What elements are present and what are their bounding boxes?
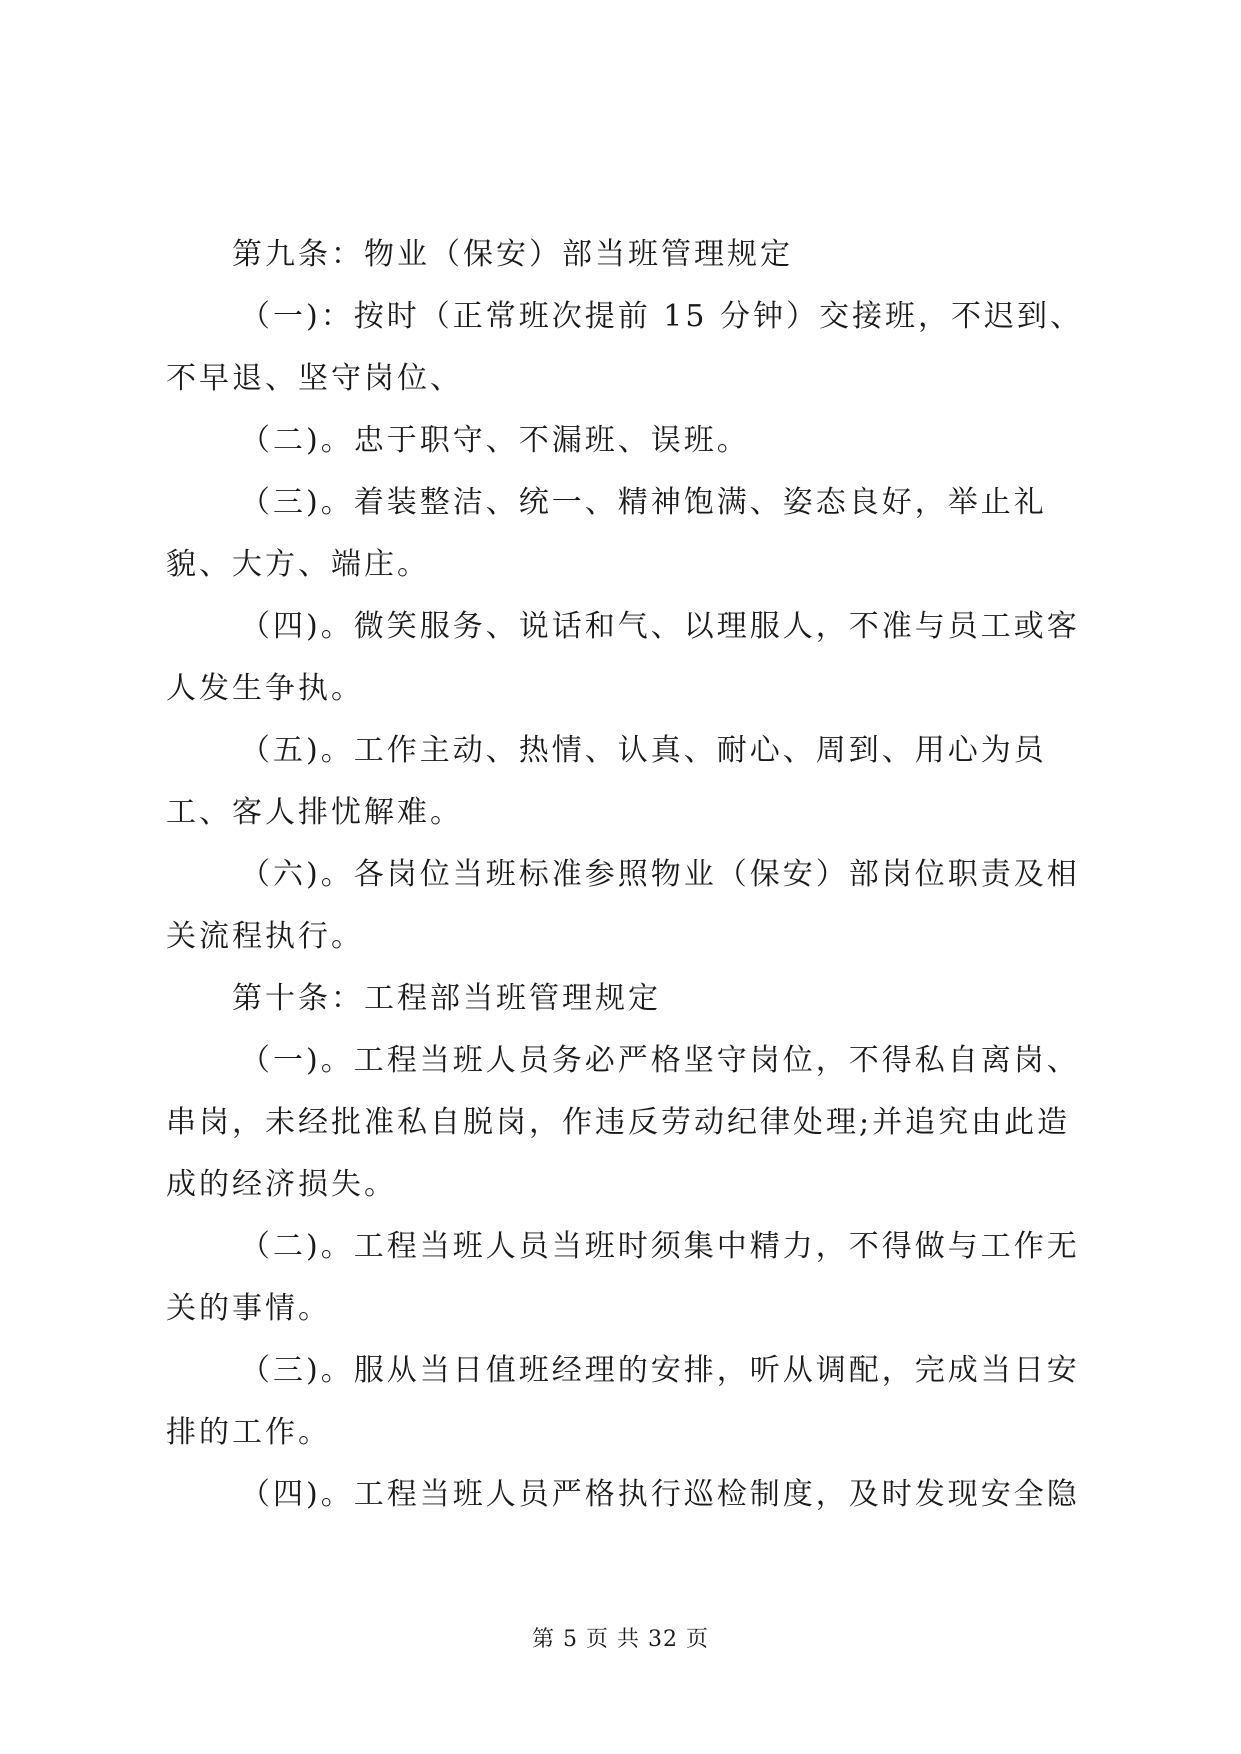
article-10-item-1: （一)。工程当班人员务必严格坚守岗位，不得私自离岗、串岗，未经批准私自脱岗，作违反劳动纪律处理;并追究由此造成的经济损失。 [166, 1043, 1080, 1202]
article-9-item-4: （四)。微笑服务、说话和气、以理服人，不准与员工或客人发生争执。 [166, 609, 1080, 706]
article-10-heading: 第十条：工程部当班管理规定 [232, 981, 661, 1016]
article-10-item-2: （二)。工程当班人员当班时须集中精力，不得做与工作无关的事情。 [166, 1229, 1080, 1326]
document-body [166, 224, 1086, 1526]
article-10-item-3: （三)。服从当日值班经理的安排，听从调配，完成当日安排的工作。 [166, 1353, 1080, 1450]
article-9-heading: 第九条：物业（保安）部当班管理规定 [232, 237, 793, 272]
article-10-item-4: （四)。工程当班人员严格执行巡检制度，及时发现安全隐 [240, 1477, 1080, 1512]
article-9-item-5: （五)。工作主动、热情、认真、耐心、周到、用心为员工、客人排忧解难。 [166, 733, 1047, 830]
article-9-item-1: （一)：按时（正常班次提前 15 分钟）交接班，不迟到、不早退、坚守岗位、 [166, 299, 1083, 396]
page-number-footer: 第 5 页 共 32 页 [532, 1627, 709, 1652]
article-9-item-3: （三)。着装整洁、统一、精神饱满、姿态良好，举止礼貌、大方、端庄。 [166, 485, 1047, 582]
article-9-item-6: （六)。各岗位当班标准参照物业（保安）部岗位职责及相关流程执行。 [166, 857, 1080, 954]
article-9-item-2: （二)。忠于职守、不漏班、误班。 [240, 423, 750, 458]
